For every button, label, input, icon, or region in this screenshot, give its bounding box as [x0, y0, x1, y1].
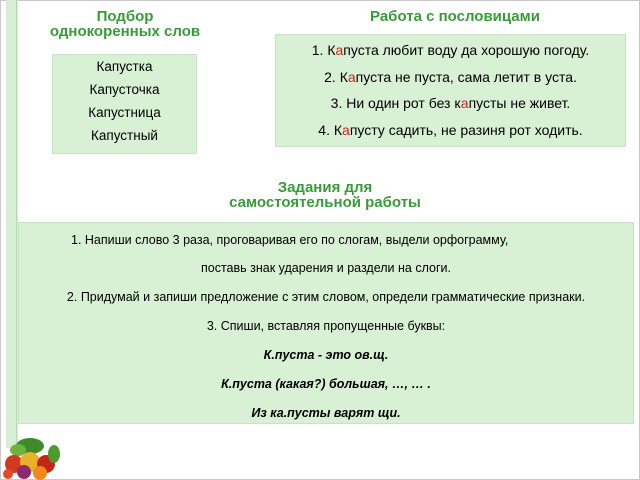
exercise-line-2: К.пуста (какая?) большая, …, … . — [221, 377, 431, 391]
related-word: Капусточка — [89, 82, 160, 97]
task-1-line-b: поставь знак ударения и раздели на слоги. — [200, 261, 451, 275]
heading-tasks-line1: Задания для — [277, 179, 373, 196]
proverb-item: 2. Капуста не пуста, сама летит в уста. — [324, 68, 577, 85]
heading-related-words-line2: однокоренных слов — [49, 23, 201, 40]
task-2: 2. Придумай и запиши предложение с этим словом, определи грамматические признаки. — [66, 290, 586, 304]
proverb-item: 3. Ни один рот без капусты не живет. — [330, 95, 571, 111]
heading-proverbs — [320, 9, 590, 24]
related-words-box — [52, 54, 197, 154]
vegetables-fruit-icon — [0, 424, 64, 480]
heading-related-words-line1: Подбор — [96, 8, 154, 25]
task-1-line-a: 1. Напиши слово 3 раза, проговаривая его по слогам, выдели орфограмму, — [71, 233, 509, 247]
proverb-item: 1. Капуста любит воду да хорошую погоду. — [311, 42, 590, 58]
related-word: Капустка — [96, 59, 153, 74]
heading-tasks — [190, 180, 460, 210]
exercise-line-3: Из ка.пусты варят щи. — [251, 406, 401, 420]
related-word: Капустный — [91, 128, 158, 143]
related-word: Капустница — [88, 105, 161, 120]
heading-related-words — [20, 9, 230, 39]
proverbs-box — [275, 34, 626, 147]
left-bar-line — [16, 0, 17, 448]
tasks-box — [18, 222, 634, 424]
task-3: 3. Спиши, вставляя пропущенные буквы: — [206, 319, 446, 333]
exercise-line-1: К.пуста - это ов.щ. — [263, 348, 389, 362]
heading-tasks-line2: самостоятельной работы — [229, 194, 421, 211]
heading-proverbs-text: Работа с пословицами — [370, 8, 540, 25]
proverb-item: 4. Капусту садить, не разиня рот ходить. — [318, 121, 583, 138]
